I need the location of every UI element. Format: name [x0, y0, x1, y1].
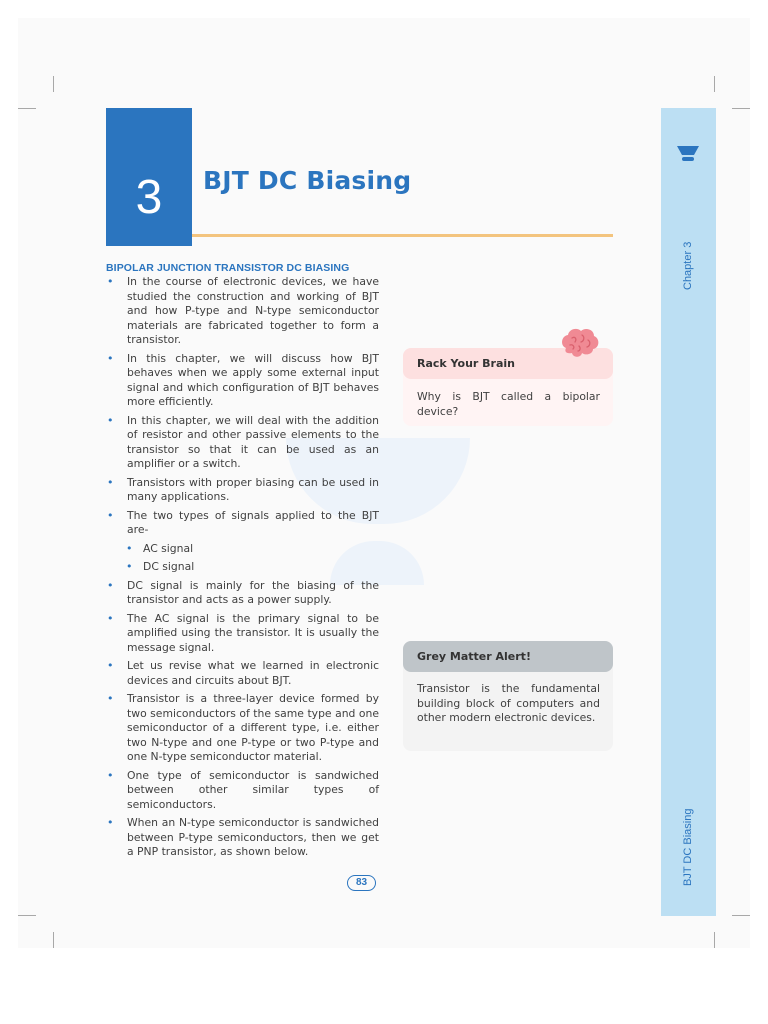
list-item	[106, 769, 379, 813]
list-item	[106, 509, 379, 538]
bullet-icon: •	[107, 413, 114, 427]
list-item-text: DC signal is mainly for the biasing of the transistor and acts as a power supply.	[127, 578, 379, 606]
side-label-chapter: Chapter 3	[682, 241, 694, 290]
crop-mark	[53, 932, 54, 948]
list-item	[106, 275, 379, 348]
chapter-number: 3	[135, 171, 163, 224]
title-underline	[192, 234, 613, 237]
list-item	[106, 352, 379, 410]
grey-matter-header	[403, 641, 613, 672]
list-item	[106, 414, 379, 472]
grey-matter-title: Grey Matter Alert!	[417, 650, 531, 663]
list-item-text: In the course of electronic devices, we have studied the construction and working of BJT and how P-type and N-type semiconductor materials are fabricated together to form a transistor.	[127, 275, 379, 346]
crop-mark	[732, 108, 750, 109]
list-item-text: Transistors with proper biasing can be used in many applications.	[127, 475, 379, 503]
sub-list-item-text: DC signal	[143, 560, 195, 573]
list-item-text: Let us revise what we learned in electronic devices and circuits about BJT.	[127, 659, 379, 687]
bullet-icon: •	[107, 578, 114, 592]
list-item	[106, 692, 379, 765]
bullet-icon: •	[107, 508, 114, 522]
bullet-icon: •	[107, 275, 114, 288]
list-item-text: In this chapter, we will discuss how BJT behaves when we apply some external input signal and which configuration of BJT behaves more efficiently.	[127, 351, 379, 408]
list-item-text: The AC signal is the primary signal to be amplified using the transistor. It is usually the message signal.	[127, 611, 379, 654]
brain-icon	[560, 326, 600, 360]
section-heading: BIPOLAR JUNCTION TRANSISTOR DC BIASING	[106, 262, 350, 274]
chapter-number-block	[106, 108, 192, 246]
list-item	[106, 579, 379, 608]
list-item	[106, 476, 379, 505]
page-number: 83	[347, 875, 376, 891]
sub-list-item	[106, 542, 379, 557]
bullet-icon: •	[107, 768, 114, 782]
list-item-text: The two types of signals applied to the BJT are-	[127, 508, 379, 536]
crop-mark	[18, 915, 36, 916]
bullet-icon: •	[107, 611, 114, 625]
side-label-title: BJT DC Biasing	[682, 808, 694, 886]
crop-mark	[714, 932, 715, 948]
cup-icon	[677, 146, 699, 164]
list-item	[106, 659, 379, 688]
list-item-text: When an N-type semiconductor is sandwiched between P-type semiconductors, then we get a PNP transistor, as shown below.	[127, 816, 379, 858]
bullet-icon: •	[107, 659, 114, 672]
grey-matter-alert-box	[403, 641, 613, 751]
crop-mark	[714, 76, 715, 92]
bullet-icon: •	[107, 692, 114, 705]
list-item-text: In this chapter, we will deal with the addition of resistor and other passive elements to the transistor so that it can be used as an amplifier or a switch.	[127, 413, 379, 470]
chapter-side-bar	[661, 108, 716, 916]
list-item-text: One type of semiconductor is sandwiched between other similar types of semiconductors.	[127, 768, 379, 811]
bullet-icon: •	[107, 816, 114, 829]
list-item	[106, 612, 379, 656]
crop-mark	[732, 915, 750, 916]
list-item	[106, 816, 379, 860]
rack-your-brain-title: Rack Your Brain	[417, 357, 515, 370]
bullet-icon: •	[126, 560, 133, 573]
bullet-icon: •	[126, 541, 133, 555]
sub-list-item-text: AC signal	[143, 541, 194, 555]
sub-list-item	[106, 560, 379, 575]
chapter-title: BJT DC Biasing	[203, 166, 412, 195]
body-content	[106, 275, 379, 864]
crop-mark	[18, 108, 36, 109]
bullet-icon: •	[107, 351, 114, 365]
list-item-text: Transistor is a three-layer device formed by two semiconductors of the same type and one semiconductor of a different type, i.e. either two N-type and one P-type or two P-type and one N-type semiconductor material.	[127, 692, 379, 763]
crop-mark	[53, 76, 54, 92]
rack-your-brain-text: Why is BJT called a bipolar device?	[417, 390, 600, 418]
bullet-icon: •	[107, 475, 114, 489]
grey-matter-text: Transistor is the fundamental building block of computers and other modern electronic devices.	[417, 682, 600, 724]
